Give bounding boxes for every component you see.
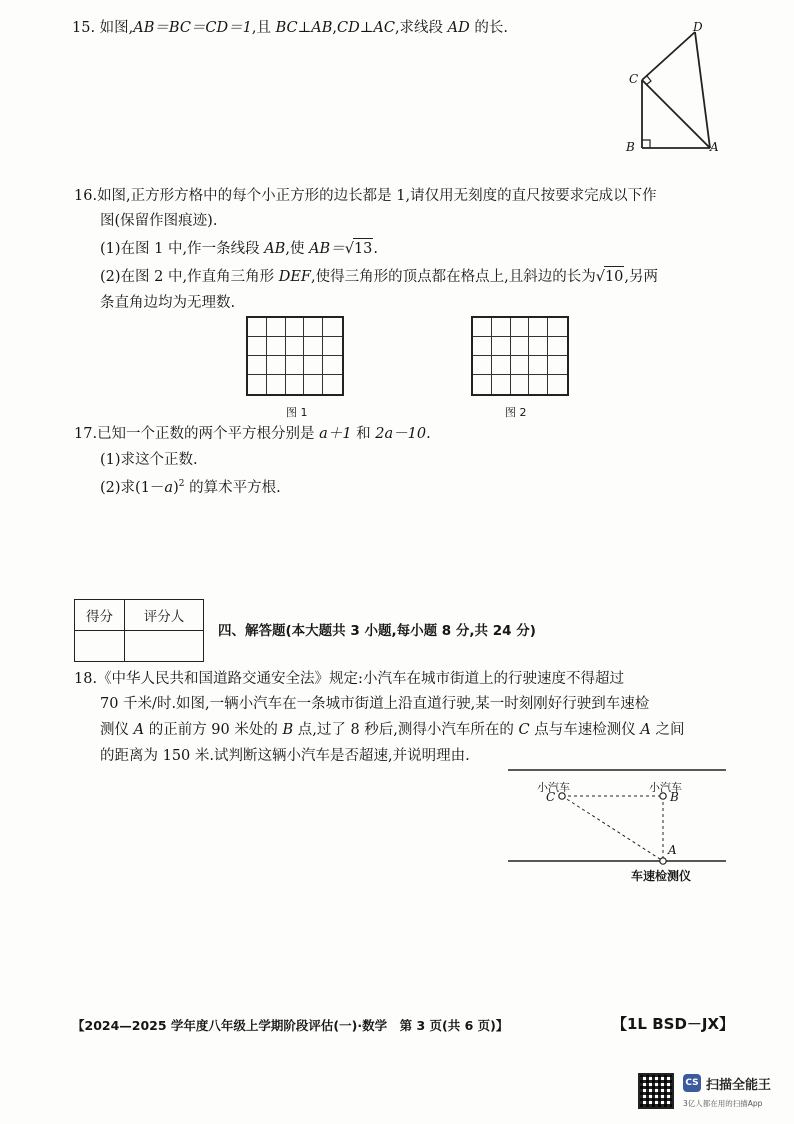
footer-code: 【1L BSD－JX】 <box>612 1015 735 1033</box>
section4-title: 四、解答题(本大题共 3 小题,每小题 8 分,共 24 分) <box>218 623 536 639</box>
q17-number: 17. <box>74 426 98 442</box>
q18-number: 18. <box>74 671 98 687</box>
q17-pre: 已知一个正数的两个平方根分别是 <box>97 426 320 442</box>
grid-figure-1[interactable] <box>246 316 344 396</box>
scanner-app-name: 扫描全能王 <box>706 1078 772 1093</box>
q15-label-C: C <box>629 72 639 86</box>
q18-line3 <box>100 720 684 740</box>
point-A <box>660 858 666 864</box>
sqrt-sign: √ <box>344 241 354 257</box>
grid-cell <box>248 356 267 375</box>
grid-cell <box>511 318 530 337</box>
q15-segment: AD <box>447 20 470 36</box>
grid-cell <box>492 337 511 356</box>
q18-l3-mid2: 点,过了 8 秒后,测得小汽车所在的 <box>293 722 519 738</box>
q18-line1-text: 《中华人民共和国道路交通安全法》规定:小汽车在城市街道上的行驶速度不得超过 <box>97 671 624 687</box>
q16-p1-pre: (1)在图 1 中,作一条线段 <box>100 241 265 257</box>
q16-number: 16. <box>74 188 98 204</box>
q18-l3-C: C <box>518 722 530 738</box>
grid-cell <box>267 375 286 394</box>
q18-line2: 70 千米/时.如图,一辆小汽车在一条城市街道上沿直道行驶,某一时刻刚好行驶到车速检 <box>100 696 650 712</box>
grid-cell <box>286 318 305 337</box>
right-angle-B <box>642 140 650 148</box>
grid-cell <box>473 356 492 375</box>
grid-cell <box>248 375 267 394</box>
q17-line1 <box>74 424 431 444</box>
q17-mid: 和 <box>351 426 376 442</box>
q18-line1 <box>74 669 624 689</box>
grid-cell <box>323 318 342 337</box>
q18-l3-mid3: 点与车速检测仪 <box>529 722 641 738</box>
grid-cell <box>548 356 567 375</box>
q18-l3-mid: 的正前方 90 米处的 <box>144 722 283 738</box>
camscanner-logo-icon: CS <box>683 1074 701 1092</box>
grid-cell <box>304 318 323 337</box>
q15-t3: ,求线段 <box>394 20 448 36</box>
grid-cell <box>248 318 267 337</box>
grader-cell[interactable] <box>125 631 204 662</box>
q16-part2-line2: 条直角边均为无理数. <box>100 295 236 311</box>
q15-text <box>72 18 508 38</box>
q16-line1-text: 如图,正方形方格中的每个小正方形的边长都是 1,请仅用无刻度的直尺按要求完成以下作 <box>97 188 657 204</box>
grid-cell <box>304 356 323 375</box>
detector-label: 车速检测仪 <box>631 869 692 883</box>
grid-cell <box>248 337 267 356</box>
score-header: 得分 <box>75 600 125 631</box>
q16-p1-seg: AB <box>264 241 286 257</box>
q15-sep: , <box>332 20 337 36</box>
grid-cell <box>267 337 286 356</box>
q15-label-A: A <box>710 140 719 154</box>
q15-t4: 的长. <box>469 20 508 36</box>
sqrt-sign: √ <box>595 269 605 285</box>
score-table <box>74 599 204 662</box>
q18-label-C: C <box>546 790 556 804</box>
grid-cell <box>286 337 305 356</box>
q15-label-D: D <box>693 20 703 34</box>
grid-cell <box>511 356 530 375</box>
fig1-caption: 图 1 <box>286 406 308 419</box>
right-angle-C <box>646 76 651 85</box>
scanner-tagline: 3亿人都在用的扫描App <box>683 1099 763 1108</box>
q18-l3-pre: 测仪 <box>100 722 134 738</box>
grid-cell <box>529 337 548 356</box>
seg-CD <box>642 32 695 80</box>
grid-cell <box>267 318 286 337</box>
grid-cell <box>511 375 530 394</box>
q16-p2-end: ,另两 <box>624 269 659 285</box>
grid-cell <box>473 318 492 337</box>
q18-label-A: A <box>668 843 677 857</box>
q17-p2-mid: ) <box>173 479 179 496</box>
q16-p2-radicand: 10 <box>604 266 624 287</box>
grid-cell <box>529 375 548 394</box>
seg-CA <box>562 796 663 861</box>
grid-cell <box>492 375 511 394</box>
q18-l3-B: B <box>282 722 294 738</box>
grader-header: 评分人 <box>125 600 204 631</box>
footer-info: 【2024—2025 学年度八年级上学期阶段评估(一)·数学 第 3 页(共 6 页)】 <box>72 1018 509 1033</box>
q17-p2-pre: (2)求(1－ <box>100 479 165 496</box>
q18-l3-end: 之间 <box>650 722 685 738</box>
q17-part2 <box>100 474 281 498</box>
q17-p2-var: a <box>164 479 174 496</box>
car-right-label: 小汽车 <box>649 781 682 794</box>
q15-label-B: B <box>626 140 635 154</box>
q15-t1: 如图, <box>99 20 134 36</box>
q16-p1-mid: ,使 <box>285 241 310 257</box>
q17-p2-end: 的算术平方根. <box>184 479 281 496</box>
q16-p2-triangle: DEF <box>278 269 311 285</box>
q17-part1: (1)求这个正数. <box>100 452 198 468</box>
qr-code-icon <box>638 1073 674 1109</box>
q16-line2: 图(保留作图痕迹). <box>100 213 218 229</box>
car-left-label: 小汽车 <box>537 781 570 794</box>
q17-p2-exponent: 2 <box>178 479 185 489</box>
grid-cell <box>267 356 286 375</box>
grid-cell <box>473 375 492 394</box>
grid-cell <box>548 337 567 356</box>
q17-expr2: 2a－10 <box>375 426 427 442</box>
grid-cell <box>492 356 511 375</box>
q18-l3-A2: A <box>640 722 651 738</box>
q17-end: . <box>426 426 431 442</box>
q16-p1-end: . <box>373 241 379 257</box>
q16-p1-eq: AB＝ <box>309 241 345 257</box>
grid-cell <box>548 318 567 337</box>
grid-cell <box>548 375 567 394</box>
q15-cond2: CD⊥AC <box>337 20 395 36</box>
q18-l3-A: A <box>133 722 145 738</box>
q16-p2-mid: ,使得三角形的顶点都在格点上,且斜边的长为 <box>310 269 596 285</box>
q17-expr1: a＋1 <box>319 426 352 442</box>
score-cell[interactable] <box>75 631 125 662</box>
seg-CA <box>642 80 710 148</box>
q16-p1-radicand: 13 <box>353 238 373 259</box>
grid-cell <box>473 337 492 356</box>
grid-figure-2[interactable] <box>471 316 569 396</box>
seg-DA <box>695 32 710 148</box>
grid-cell <box>529 356 548 375</box>
fig2-caption: 图 2 <box>505 406 527 419</box>
grid-cell <box>511 337 530 356</box>
q18-figure <box>500 764 732 874</box>
q15-cond1: BC⊥AB <box>275 20 333 36</box>
grid-cell <box>304 337 323 356</box>
grid-cell <box>286 375 305 394</box>
grid-cell <box>323 356 342 375</box>
grid-cell <box>529 318 548 337</box>
grid-cell <box>492 318 511 337</box>
grid-cell <box>323 337 342 356</box>
q16-part2 <box>100 266 658 287</box>
q16-line1 <box>74 186 657 206</box>
grid-cell <box>304 375 323 394</box>
q18-line4: 的距离为 150 米.试判断这辆小汽车是否超速,并说明理由. <box>100 748 470 764</box>
q15-equation: AB＝BC＝CD＝1 <box>133 20 252 36</box>
q15-t2: ,且 <box>251 20 276 36</box>
q16-p2-pre: (2)在图 2 中,作直角三角形 <box>100 269 279 285</box>
q18-label-B: B <box>670 790 679 804</box>
q16-part1 <box>100 238 378 259</box>
q15-number: 15. <box>72 20 96 36</box>
grid-cell <box>323 375 342 394</box>
grid-cell <box>286 356 305 375</box>
